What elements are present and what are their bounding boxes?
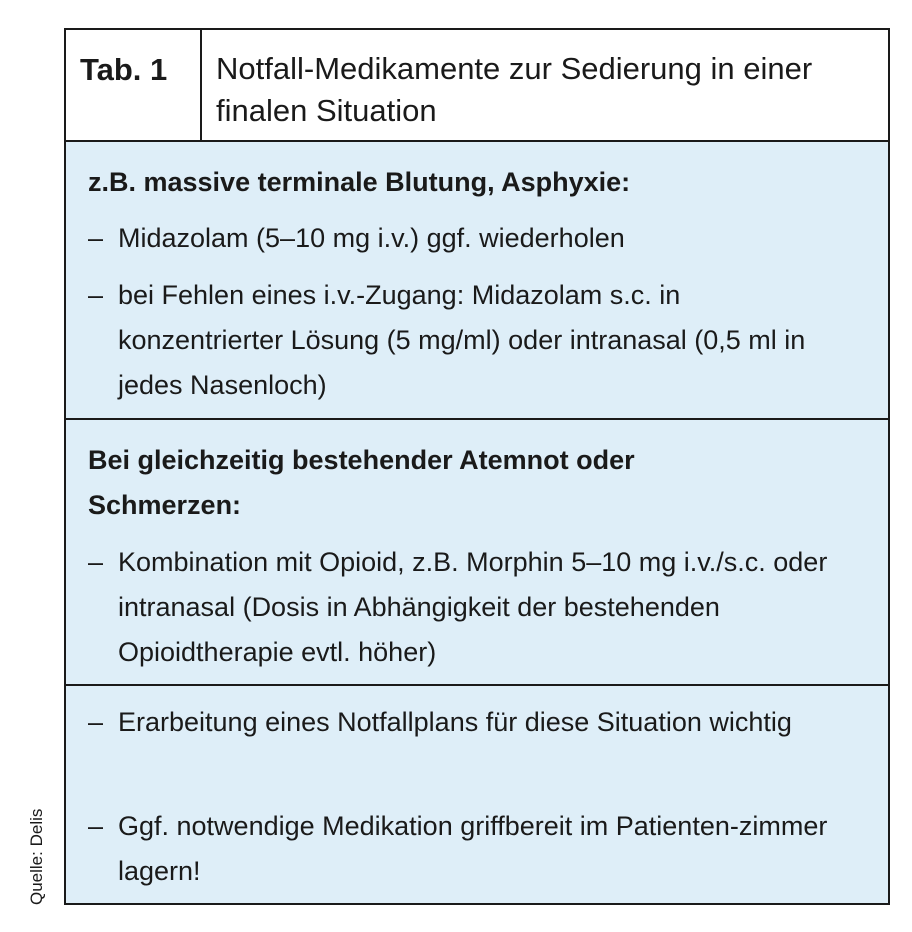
list-item-text: bei Fehlen eines i.v.-Zugang: Midazolam s.c. in konzentrierter Lösung (5 mg/ml) oder intranasal (0,5 ml in jedes Nasenloch) (118, 280, 806, 400)
list-item (88, 273, 878, 408)
bullet-dash: – (88, 707, 104, 737)
bullet-dash: – (88, 547, 104, 577)
bullet-dash: – (88, 223, 104, 253)
section-dyspnea-pain (66, 420, 888, 686)
section-title: Bei gleichzeitig bestehender Atemnot oder Schmerzen: (88, 445, 635, 520)
source-credit: Quelle: Delis (27, 808, 46, 905)
list-item (88, 216, 878, 261)
bullet-dash: – (88, 811, 104, 841)
list-item-text: Midazolam (5–10 mg i.v.) ggf. wiederholen (118, 223, 625, 253)
list-item (88, 700, 878, 745)
info-table (64, 28, 890, 905)
section-bleeding (66, 142, 888, 420)
list-item (88, 540, 878, 675)
table-header (66, 30, 888, 142)
section-emergency-plan (66, 686, 888, 903)
list-item-text: Ggf. notwendige Medikation griffbereit im Patienten-zimmer lagern! (118, 811, 828, 886)
bullet-dash: – (88, 280, 104, 310)
list-item-text: Kombination mit Opioid, z.B. Morphin 5–10 mg i.v./s.c. oder intranasal (Dosis in Abhängigkeit der bestehenden Opioidtherapie evtl. höher) (118, 547, 828, 667)
table-title: Notfall-Medikamente zur Sedierung in einer finalen Situation (216, 51, 813, 128)
table-number: Tab. 1 (66, 30, 202, 140)
list-item-text: Erarbeitung eines Notfallplans für diese Situation wichtig (118, 707, 792, 737)
list-item (88, 804, 878, 894)
section-title: z.B. massive terminale Blutung, Asphyxie: (88, 167, 631, 197)
